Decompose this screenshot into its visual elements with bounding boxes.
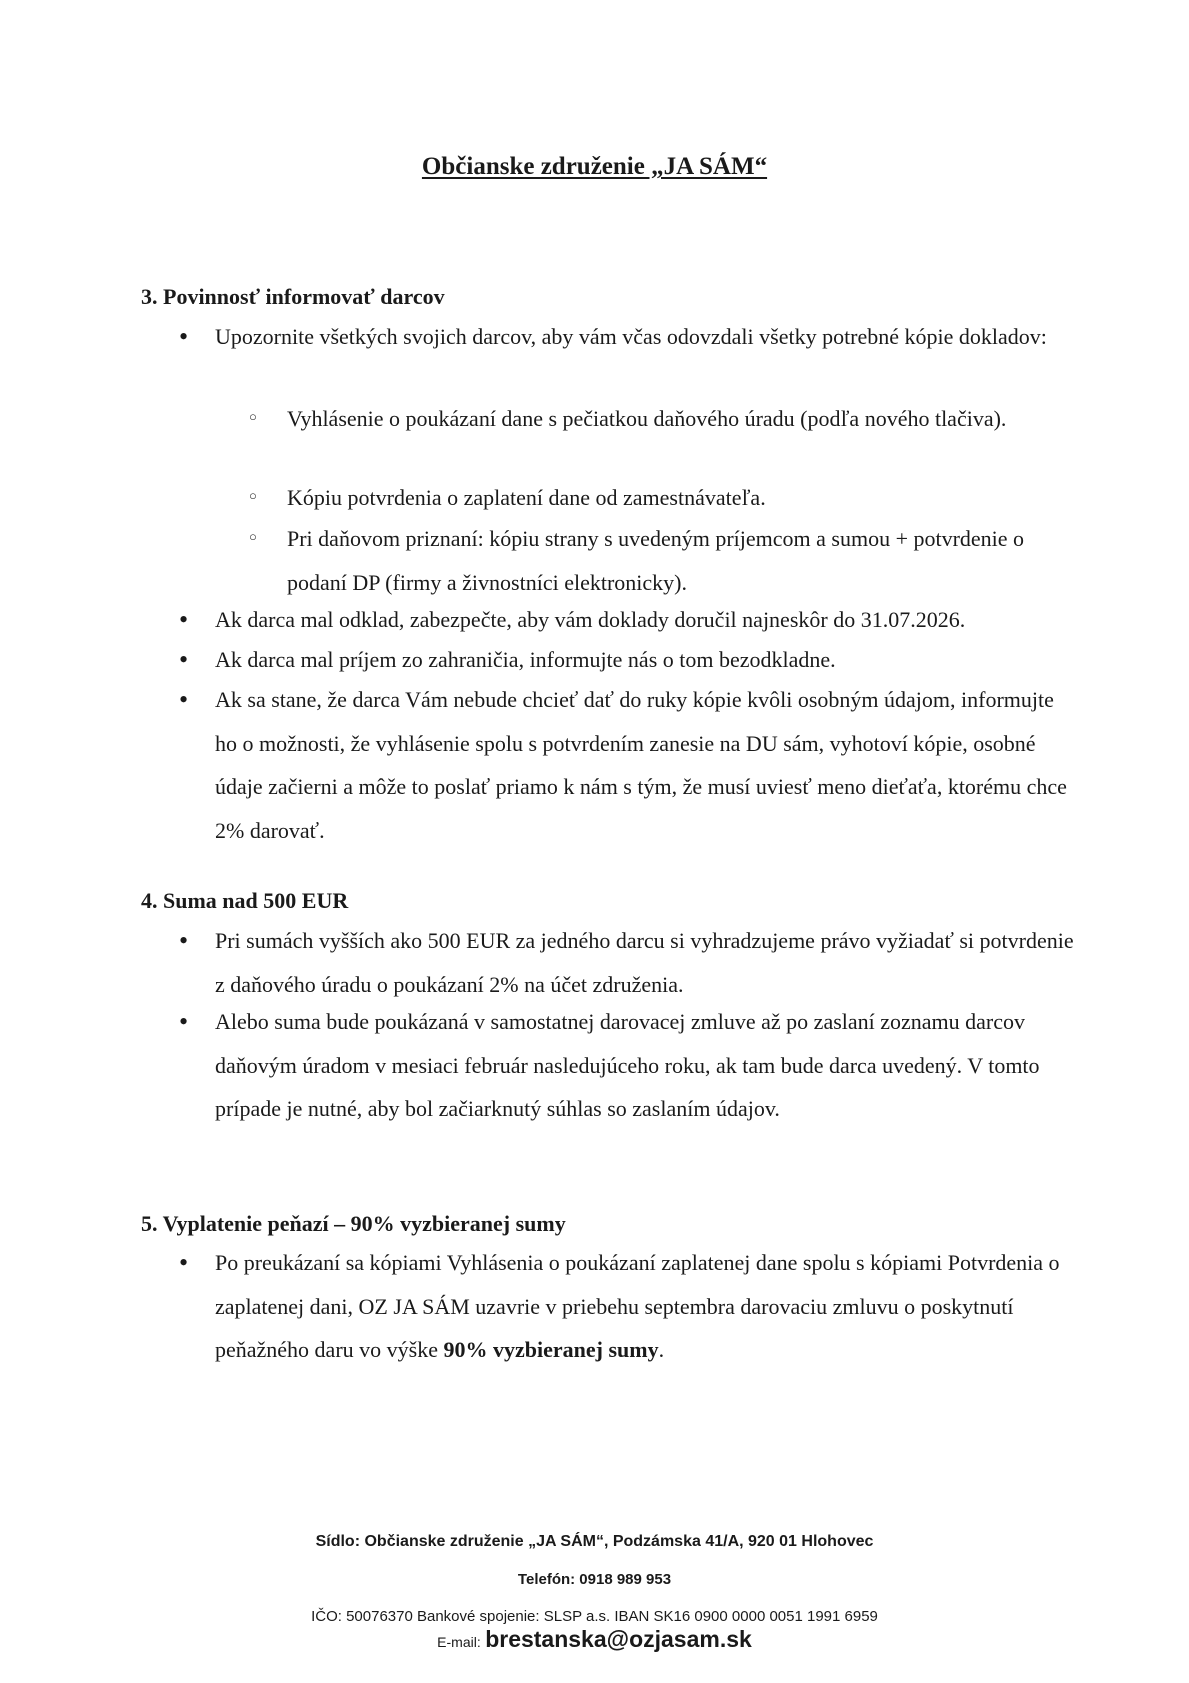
section-heading-3: 3. Povinnosť informovať darcov [141,284,445,309]
footer-address: Sídlo: Občianske združenie „JA SÁM“, Podzámska 41/A, 920 01 Hlohovec [315,1533,874,1550]
list-item-text-end: . [658,1337,665,1362]
list-item-text: Po preukázaní sa kópiami Vyhlásenia o poukázaní zaplatenej dane spolu s kópiami Potvrdenia o zaplatenej dani, OZ JA SÁM uzavrie v priebehu septembra darovaciu zmluvu o poskytnutí peňažného daru vo výške [215,1250,1060,1362]
sub-list-item: ○ Kópiu potvrdenia o zaplatení dane od zamestnávateľa. [287,476,1057,520]
sub-list-item: ○ Vyhlásenie o poukázaní dane s pečiatkou daňového úradu (podľa nového tlačiva). [287,397,1057,441]
list-item-bold-text: 90% vyzbieranej sumy [443,1337,659,1362]
email-link[interactable]: brestanska@ozjasam.sk [485,1626,752,1652]
footer-phone: Telefón: 0918 989 953 [517,1571,672,1588]
footer-ids: IČO: 50076370 Bankové spojenie: SLSP a.s. IBAN SK16 0900 0000 0051 1991 6959 [311,1608,878,1625]
email-label: E-mail: [437,1634,481,1650]
list-item: • Ak darca mal odklad, zabezpečte, aby vám doklady doručil najneskôr do 31.07.2026. [215,598,1075,642]
list-item: • Upozornite všetkých svojich darcov, aby vám včas odovzdali všetky potrebné kópie dokladov: [215,315,1075,359]
list-item: • Ak sa stane, že darca Vám nebude chcieť dať do ruky kópie kvôli osobným údajom, informujte ho o možnosti, že vyhlásenie spolu s potvrdením zanesie na DU sám, vyhotoví kópie, osobné údaje začierni a môže to poslať priamo k nám s tým, že musí uviesť meno dieťaťa, ktorému chce 2% darovať. [215,678,1075,852]
document-title-text: Občianske združenie „JA SÁM“ [421,153,768,180]
sub-list-item: ○ Pri daňovom priznaní: kópiu strany s uvedeným príjemcom a sumou + potvrdenie o podaní DP (firmy a živnostníci elektronicky). [287,517,1057,604]
section-heading-4: 4. Suma nad 500 EUR [141,888,349,913]
list-item [215,1241,1075,1372]
section-heading-5: 5. Vyplatenie peňazí – 90% vyzbieranej sumy [141,1211,566,1236]
list-item: • Pri sumách vyšších ako 500 EUR za jedného darcu si vyhradzujeme právo vyžiadať si potvrdenie z daňového úradu o poukázaní 2% na účet združenia. [215,919,1075,1006]
footer-email [0,1626,1189,1656]
document-title [0,152,1189,182]
list-item: • Ak darca mal príjem zo zahraničia, informujte nás o tom bezodkladne. [215,638,1075,682]
list-item: • Alebo suma bude poukázaná v samostatnej darovacej zmluve až po zaslaní zoznamu darcov daňovým úradom v mesiaci február nasledujúceho roku, ak tam bude darca uvedený. V tomto prípade je nutné, aby bol začiarknutý súhlas so zaslaním údajov. [215,1000,1075,1131]
